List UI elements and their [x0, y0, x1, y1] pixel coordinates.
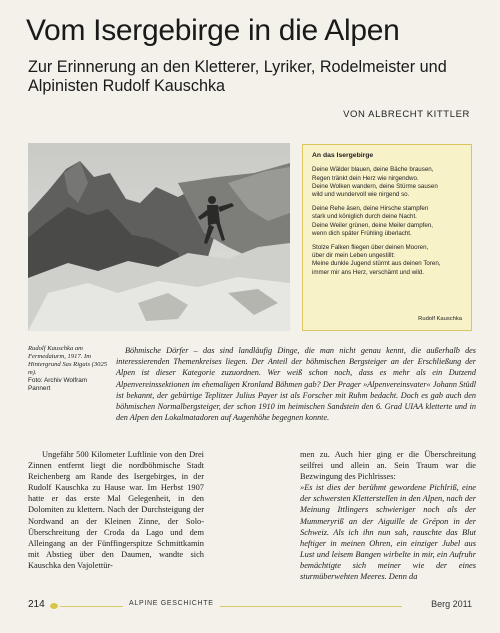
- poem-line: Deine Weiler grünen, deine Meiler dampfen,: [312, 221, 433, 229]
- body-paragraph: Ungefähr 500 Kilometer Luftlinie von den Drei Zinnen entfernt liegt die nordböhmische Stadt Reichenberg am Rande des Isergebirges, in der Rudolf Kauschka zu Hause war. Im Herbst 1907 hatte er das erste Mal Gelegenheit, in den Dolomiten zu klettern. Nach der Durchsteigung der Nordwand an der Kleinen Zinne, der Solo-Überschreitung der Croda da Lago und dem Alleingang an der Fünffingerspitze Schmittkamin mit Abstieg über den Daumen, wandte sich Kauschka den Vajolettür-: [28, 450, 204, 570]
- photo-caption-block: [28, 345, 110, 393]
- poem-line: Deine Rehe äsen, deine Hirsche stampfen: [312, 204, 429, 212]
- poem-author: Rudolf Kauschka: [418, 315, 462, 322]
- page-number: 214: [28, 599, 45, 610]
- poem-stanza: [312, 166, 462, 199]
- footer-rule: [60, 606, 402, 607]
- poem-line: wild und wundervoll wie nirgend so.: [312, 191, 410, 199]
- poem-stanza: [312, 244, 462, 277]
- poem-line: über dir mein Leben ungestillt:: [312, 251, 395, 259]
- page-footer: [28, 599, 472, 613]
- climber-photo: [28, 143, 290, 331]
- accent-dot-icon: [50, 603, 58, 609]
- photo-credit: Foto: Archiv Wolfram Pannert: [28, 377, 88, 392]
- poem-line: Regen tränkt dein Herz wie nirgendwo.: [312, 174, 419, 182]
- poem-stanza: [312, 205, 462, 238]
- intro-paragraph: Böhmische Dörfer – das sind landläufig Dinge, die man nicht genau kennt, die außerhalb des interessierenden Themenkreises liegen. Der Anteil der böhmischen Bergsteiger an der Erschließung der Alpen ist dieser Kategorie zuzuordnen. Wer weiß schon noch, dass es mehr als ein Dutzend Alpenvereinssektionen im ehemaligen Kronland Böhmen gab? Der Prager »Alpenvereinsvater« Johann Stüdl ist bekannt, der gebürtige Teplitzer Julius Payer ist als Forscher mit Ruhm bedacht. Doch es gab auch den böhmischen Normalbergsteiger, der schon 1910 im heimischen Sandstein den 6. Grad UIAA kletterte und in den Alpen den Lokalmatadoren auf Augenhöhe begegnen konnte.: [116, 346, 476, 423]
- poem-line: immer mir ans Herz, verschämt und wild.: [312, 268, 425, 276]
- body-paragraph: men zu. Auch hier ging er die Überschreitung seilfrei und allein an. Sein Traum war die Bezwingung des Pichlrisses:: [300, 450, 476, 482]
- body-column-right: [300, 449, 476, 582]
- author-byline: VON ALBRECHT KITTLER: [343, 109, 470, 120]
- poem-line: wenn dich später Frühling überlacht.: [312, 229, 412, 237]
- poem-line: Deine Wälder blauen, deine Bäche brausen,: [312, 166, 434, 174]
- body-quote: »Es ist dies der berühmt gewordene Pichlriß, eine der schwersten Kletterstellen in den Alpen, nach der Meinung Ittlingers schwieriger noch als der Mummeryriß an der Aiguille de Grépon in der Schweiz. Als ich ihn nun sah, rauschte das Blut heftiger in meinen Ohren, ein einziger Jubel aus Lust und leisem Bangen wirbelte in mir, ein Aufruhr bemächtigte sich meiner wie der eines sturmüberwehten Meeres. Denn da: [300, 483, 476, 582]
- poem-title: An das Isergebirge: [312, 152, 374, 159]
- photo-caption: Rudolf Kauschka am Fermedaturm, 1917. Im Hintergrund Sas Rigais (3025 m).: [28, 345, 108, 376]
- poem-box: [302, 144, 472, 331]
- article-title: Vom Isergebirge in die Alpen: [26, 14, 400, 47]
- climber-photo-image: [28, 143, 290, 331]
- footer-section: ALPINE GESCHICHTE: [123, 600, 220, 607]
- article-subtitle: Zur Erinnerung an den Kletterer, Lyriker, Rodelmeister und Alpinisten Rudolf Kauschka: [28, 58, 447, 95]
- poem-line: Meine dunkle Jugend stürmt aus deinen Toren,: [312, 260, 441, 268]
- footer-issue: Berg 2011: [425, 599, 472, 609]
- poem-line: Deine Wolken wandern, deine Stürme sausen: [312, 182, 438, 190]
- poem-line: Stolze Falken fliegen über deinen Mooren,: [312, 243, 429, 251]
- body-column-left: [28, 449, 204, 571]
- article-intro: [116, 345, 476, 423]
- poem-line: stark und königlich durch deine Nacht.: [312, 213, 417, 221]
